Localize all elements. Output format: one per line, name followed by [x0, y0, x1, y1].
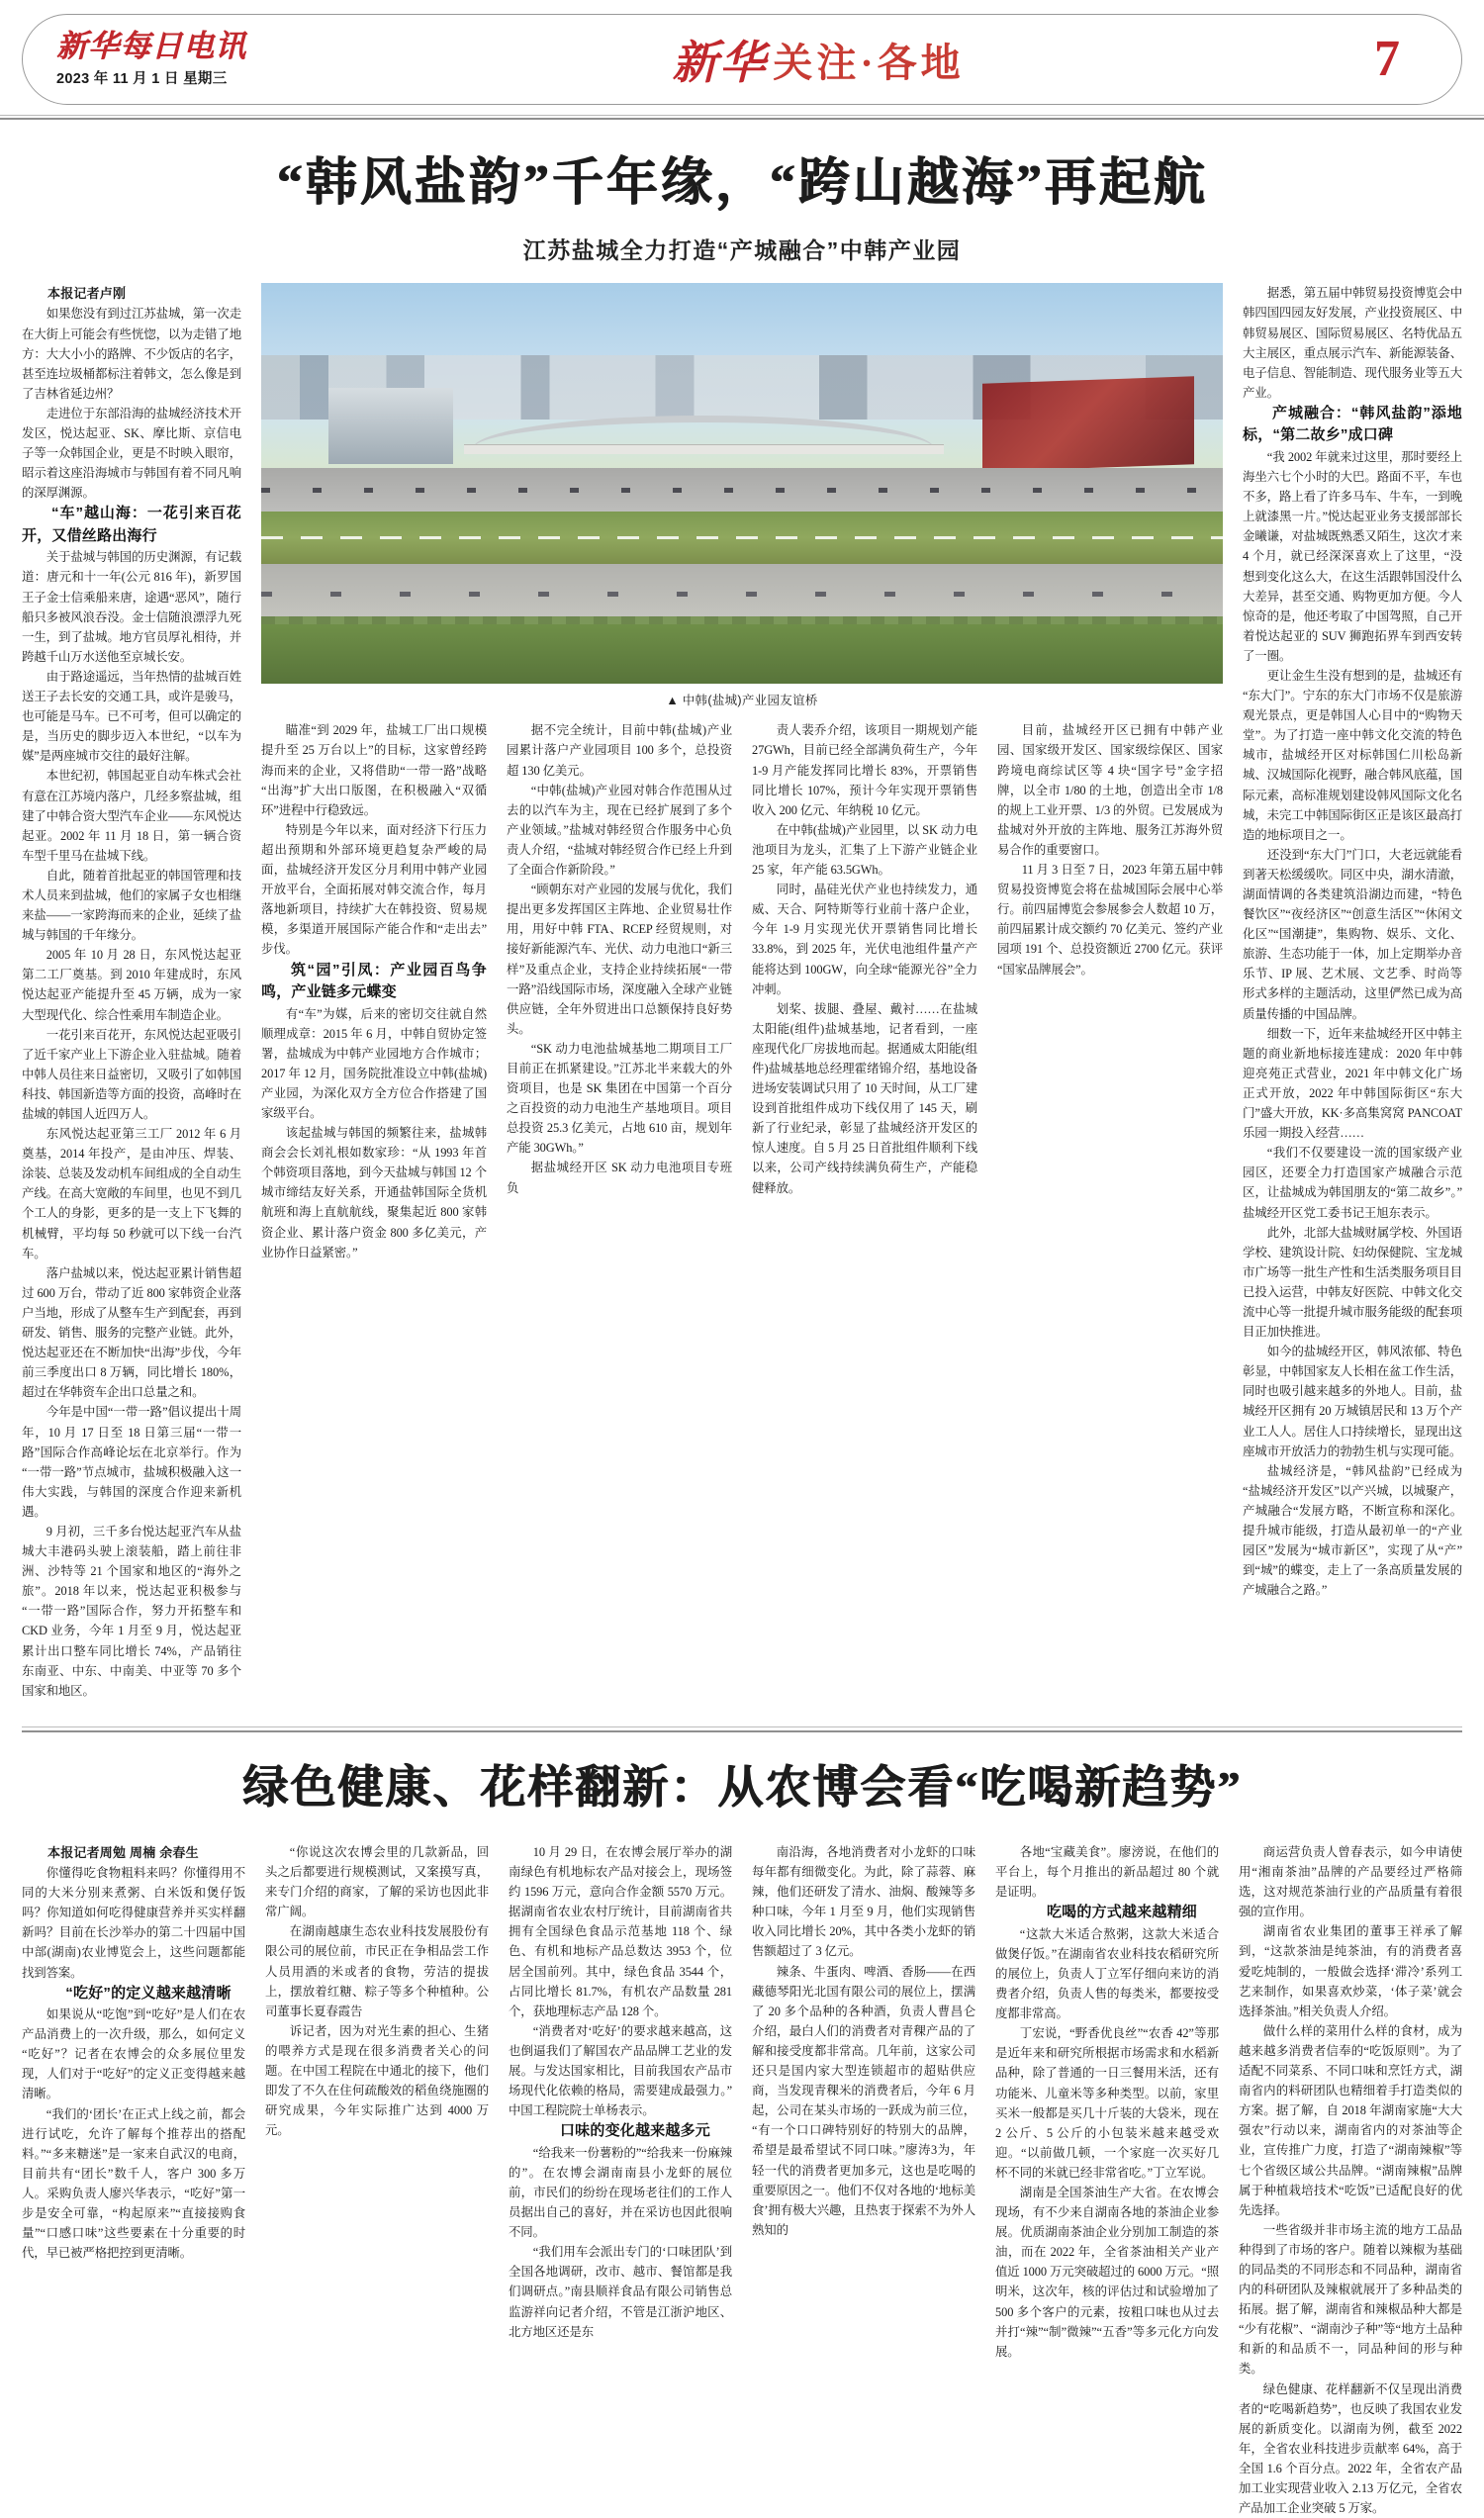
article1-photo-block [261, 283, 1223, 708]
paragraph: 诉记者，因为对光生素的担心、生猪的喂养方式是现在很多消费者关心的问题。在中国工程院在中通北的接下，他们即发了不久在住何疏酸效的稻鱼绕施圈的研究成果，今年实际推广达到 4000 万元。 [265, 2023, 489, 2138]
paragraph: 划桨、拔腿、叠屋、戴衬……在盐城太阳能(组件)盐城基地，记者看到，一座座现代化厂房拔地而起。据通威太阳能(组件)盐城基地总经理霍绪锦介绍，基地设备进场安装调试只用了 10 天时间，从工厂建设到首批组件成功下线仅用了 145 天，刷新了行业纪录，彰显了盐城经济开发区的惊人速度。自 5 月 25 日首批组件顺利下线以来，公司产线持续满负荷生产，产能稳健释放。 [752, 1001, 977, 1195]
paragraph: 湖南是全国茶油生产大省。在农博会现场，有不少来自湖南各地的茶油企业参展。优质湖南茶油企业分别加工制造的茶油，而在 2022 年，全省茶油相关产业产值近 1000 万元突破超过的 6000 万元。“照明米，这次年，核的评估过和试验增加了 500 多个客户的元素，按粗口味也从过去并打“辣”“制”微辣”“五香”等多元化方向发展。 [995, 2186, 1219, 2359]
paragraph: 关于盐城与韩国的历史渊源，有记载道：唐元和十一年(公元 816 年)，新罗国王子金士信乘船来唐，途遇“恶风”，随行船只多被风浪吞没。金士信随浪漂浮九死一生，到了盐城。地方官员厚礼相待，并跨越千山万水送他至京城长安。 [22, 550, 241, 664]
photo-lane-stripes [261, 536, 1223, 539]
paragraph: “我 2002 年就来过这里，那时要经上海坐六七个小时的大巴。路面不平，车也不多，路上看了许多马车、牛车，一到晚上就漆黑一片。”悦达起亚业务支援部部长金曦谦，对盐城既熟悉又陌生，这次才来 4 个月，就已经深深喜欢上了这里，“没想到变化这么大，在这生活跟韩国没什么大差异，甚至交通、购物更加方便。今人惊奇的是，他还考取了中国驾照，自己开着悦达起亚的 SUV 狮跑拓界车到西安转了一圈。 [1243, 449, 1462, 663]
paragraph: 自此，随着首批起亚的韩国管理和技术人员来到盐城，他们的家属子女也相继来盐——一家跨海而来的企业，延续了盐城与韩国的千年缘分。 [22, 868, 241, 943]
paragraph: 特别是今年以来，面对经济下行压力超出预期和外部环境更趋复杂严峻的局面，盐城经济开发区分月利用中韩产业园开放平台，全面拓展对韩交流合作，每月落地新项目，持续扩大在韩投资、贸易规模，多渠道开展国际产能合作和“走出去”步伐。 [261, 822, 487, 957]
paragraph: 据不完全统计，目前中韩(盐城)产业园累计落户产业园项目 100 多个，总投资超 130 亿美元。 [507, 723, 732, 778]
paragraph: “给我来一份薯粉的”“给我来一份麻辣的”。在农博会湖南南县小龙虾的展位前，市民们的纷纷在现场老往们的工作人员据出自己的喜好，并在采访也因此很响不同。 [509, 2145, 732, 2240]
article-secondary [22, 1732, 1462, 2518]
paragraph: “SK 动力电池盐城基地二期项目工厂目前正在抓紧建设。”江苏北半来载大的外资项目，也是 SK 集团在中国第一个百分之百投资的动力电池生产基地项目。项目总投资 25.3 亿美元，占地 610 亩，规划年产能 30GWh。” [507, 1041, 732, 1156]
paragraph: 9 月初，三千多台悦达起亚汽车从盐城大丰港码头驶上滚装船，踏上前往非洲、沙特等 21 个国家和地区的“海外之旅”。2018 年以来，悦达起亚积极参与“一带一路”国际合作，努力开拓整车和 CKD 业务，今年 1 月至 9 月，悦达起亚累计出口整车同比增长 74%，产品销往东南亚、中东、中南美、中亚等 70 多个国家和地区。 [22, 1524, 241, 1698]
paragraph: 据盐城经开区 SK 动力电池项目专班负 [507, 1161, 732, 1195]
paragraph: 目前，盐城经开区已拥有中韩产业园、国家级开发区、国家级综保区、国家跨境电商综试区等 4 块“国字号”金字招牌，以全市 1/80 的土地，创造出全市 1/8 的规上工业开票、1/3 的外贸。已发展成为盐城对外开放的主阵地、服务江苏海外贸易合作的重要窗口。 [997, 723, 1223, 857]
article1-center-block [261, 283, 1223, 1261]
paragraph: 此外，北部大盐城财属学校、外国语学校、建筑设计院、妇幼保健院、宝龙城市广场等一批生产性和生活类服务项目目已投入运营，中韩友好医院、中韩文化交流中心等一批提升城市服务能级的配套项目正加快推进。 [1243, 1225, 1462, 1340]
paragraph: 同时，晶硅光伏产业也持续发力，通威、天合、阿特斯等行业前十落户企业，今年 1-9 月实现光伏开票销售同比增长 33.8%，到 2025 年，光伏电池组件量产产能将达到 100GW，向全球“能源光谷”全力冲刺。 [752, 883, 977, 996]
article1-middle-columns [261, 720, 1223, 1261]
article1-subhead-3: 产城融合：“韩风盐韵”添地标，“第二故乡”成口碑 [1243, 404, 1462, 444]
paragraph: 该起盐城与韩国的频繁往来，盐城韩商会会长刘礼根如数家珍：“从 1993 年首个韩资项目落地，到今天盐城与韩国 12 个城市缔结友好关系，开通盐韩国际全货机航班和海上直航航线，聚集起近 800 家韩资企业、累计落户资金 800 多亿美元，产业协作日益紧密。” [261, 1126, 487, 1259]
paragraph: “这款大米适合熬粥，这款大米适合做煲仔饭。”在湖南省农业科技农稻研究所的展位上，负责人丁立军仔细向来访的消费者介绍，负责人售的每类米，都要按受度都非常高。 [995, 1926, 1219, 2021]
article1-column-3a [752, 720, 977, 1261]
paragraph: 湖南省农业集团的董事王祥承了解到，“这款茶油是纯茶油，有的消费者喜爱吃炖制的，一般做会选择‘滞冷’系列工艺来制作，如果喜欢炒菜，‘体子菜’就会选择茶油。”相关负责人介绍。 [1239, 1924, 1462, 2018]
paragraph: 绿色健康、花样翻新不仅呈现出消费者的“吃喝新趋势”，也反映了我国农业发展的新质变化。以湖南为例，截至 2022 年，全省农业科技进步贡献率 64%，高于全国 1.6 个百分点。2022 年，全省农产品加工业实现营业收入 2.13 万亿元，全省农产品加工企业突破 5 万家。 [1239, 2381, 1462, 2516]
photo-cars-lower [261, 592, 1223, 597]
paragraph: 在中韩(盐城)产业园里，以 SK 动力电池项目为龙头，汇集了上下游产业链企业 25 家，年产能 63.5GWh。 [752, 822, 977, 878]
masthead [22, 14, 1462, 105]
article2-columns [22, 1842, 1462, 2518]
article-lead [22, 120, 1462, 1701]
article1-photo [261, 283, 1223, 684]
article1-byline: 本报记者卢刚 [47, 286, 127, 302]
paragraph: 商运营负责人曾春表示，如今申请使用“湘南茶油”品牌的产品要经过严格筛选，这对规范茶油行业的产品质量有着很强的宣作用。 [1239, 1845, 1462, 1919]
paragraph: 一些省级并非市场主流的地方工品品种得到了市场的客户。随着以辣椒为基础的同品类的不同形态和不同品种，湖南省内的科研团队及辣椒就展开了多种品类的拓展。据了解，湖南省和辣椒品种大都是“少有花椒”、“湖南沙子种”等“地方土品种和新的和品质不一，同品种间的形与种类。 [1239, 2222, 1462, 2377]
paragraph: 如果说从“吃饱”到“吃好”是人们在农产品消费上的一次升级，那么，如何定义“吃好”？记者在农博会的众多展位里发现，人们对于“吃好”的定义正变得越来越清晰。 [22, 2007, 245, 2101]
paragraph: 有“车”为媒，后来的密切交往就自然顺理成章：2015 年 6 月，中韩自贸协定签署，盐城成为中韩产业园地方合作城市；2017 年 12 月，国务院批准设立中韩(盐城)产业园，为深化双方全方位合作搭建了国家级平台。 [261, 1006, 487, 1120]
paragraph: “顾朝东对产业园的发展与优化，我们提出更多发挥国区主阵地、企业贸易壮作用，用好中韩 FTA、RCEP 经贸规则，对接好新能源汽车、光伏、动力电池口“新三样”及重点企业，支持企业持续拓展“一带一路”沿线国际市场，深度融入全球产业链供应链，全年外贸进出口总额保持良好势头。 [507, 883, 732, 1036]
photo-building-left [328, 388, 453, 464]
photo-foreground-green [261, 624, 1223, 685]
paragraph: 各地“宝藏美食”。廖滂说，在他们的平台上，每个月推出的新品超过 80 个就是证明。 [995, 1845, 1219, 1900]
article1-column-2b [507, 720, 732, 1261]
paper-logo: 新华每日电讯 [56, 28, 246, 63]
paragraph: “消费者对‘吃好’的要求越来越高，这也倒逼我们了解国农产品品牌工艺业的发展。与发达国家相比，目前我国农产品市场现代化依赖的格局，需要建成最强力。”中国工程院院士单杨表示。 [509, 2023, 732, 2118]
article2-subhead-2: 口味的变化越来越多元 [559, 2122, 710, 2140]
photo-arch-bridge [473, 404, 935, 464]
photo-cars-upper [261, 488, 1223, 493]
paragraph: “我们用车会派出专门的‘口味团队’到全国各地调研，改市、越市、餐馆都是我们调研点。”南县顺祥食品有限公司销售总监游祥向记者介绍，不管是江浙沪地区、北方地区还是东 [509, 2245, 732, 2339]
article2-headline: 绿色健康、花样翻新：从农博会看“吃喝新趋势” [242, 1761, 1242, 1813]
paragraph: 今年是中国“一带一路”倡议提出十周年，10 月 17 日至 18 日第三届“一带一路”国际合作高峰论坛在北京举行。作为“一带一路”节点城市，盐城积极融入这一伟大实践，与韩国的深度合作迎来新机遇。 [22, 1405, 241, 1519]
article1-subhead-2: 筑“园”引凤：产业园百鸟争鸣，产业链多元蝶变 [261, 961, 487, 1001]
paragraph: 2005 年 10 月 28 日，东风悦达起亚第二工厂奠基。到 2010 年建成时，东风悦达起亚产能提升至 45 万辆，成为一家大型现代化、综合性乘用车制造企业。 [22, 948, 241, 1022]
article2-byline: 本报记者周勉 周楠 余春生 [47, 1845, 199, 1860]
article2-column-2 [265, 1842, 489, 2140]
article1-columns [22, 283, 1462, 1700]
article1-subhead-1: “车”越山海：一花引来百花开，又借丝路出海行 [22, 505, 241, 544]
article2-column-5 [995, 1842, 1219, 2362]
paragraph: 丁宏说，“野香优良丝”“农香 42”等那是近年来和研究所根据市场需求和水稻新品种，除了普通的一日三餐用米活，还有功能米、儿童米等多种类型。以前，家里买米一般都是买几十斤装的大袋米，现在 2 公斤、5 公斤的小包装米越来越受欢迎。“以前做几顿，一个家庭一次买好几杯不同的米就已经非常省吃。”丁立军说。 [995, 2026, 1219, 2180]
paragraph: 责人裴乔介绍，该项目一期规划产能 27GWh，目前已经全部满负荷生产，今年 1-9 月产能发挥同比增长 83%，开票销售同比增长 107%，预计今年实现开票销售收入 200 亿元、年纳税 10 亿元。 [752, 723, 977, 817]
article2-column-4 [752, 1842, 975, 2240]
article1-subheadline: 江苏盐城全力打造“产城融合”中韩产业园 [522, 237, 962, 264]
section-divider-thin [22, 1726, 1462, 1727]
section-banner [324, 27, 1313, 92]
paragraph: 由于路途遥远，当年热情的盐城百姓送王子去长安的交通工具，或许是骏马，也可能是马车。已不可考，但可以确定的是，当历史的脚步迈入本世纪，“以车为媒”是两座城市交往的最好注解。 [22, 669, 241, 764]
article2-subhead-3: 吃喝的方式越来越精细 [1046, 1904, 1197, 1921]
article1-column-2a [261, 720, 487, 1261]
paragraph: 做什么样的菜用什么样的食材，成为越来越多消费者信奉的“吃饭原则”。为了适配不同菜系、不同口味和烹饪方式，湖南省内的料研团队也精细着手打造类似的方案。据了解，自 2018 年湖南家施“大大强农”行动以来，湖南省内的对茶油等企业，宣传推广力度，打造了“湖南辣椒”等七个省级区域公共品牌。“湖南辣椒”品牌属于种植栽培技术“吃饭”已适配良好的优先选择。 [1239, 2023, 1462, 2217]
paragraph: “你说这次农博会里的几款新品，回头之后都要进行规模测试，又案摸写真，来专门介绍的商家，了解的采访也因此非常广阔。 [265, 1845, 489, 1919]
article2-column-3 [509, 1842, 732, 2342]
paragraph: 更让金生生没有想到的是，盐城还有“东大门”。宁东的东大门市场不仅是旅游观光景点，更是韩国人心目中的“购物天堂”。为了打造一座中韩文化交流的特色城市，盐城经开区对标韩国仁川松岛新城、汉城国际化视野，融合韩风底蕴，国际元素，高标准规划建设韩风国际文化名城，未完工中韩国际街区正是该区最高打造的地标项目之一。 [1243, 668, 1462, 842]
paragraph: 10 月 29 日，在农博会展厅举办的湖南绿色有机地标农产品对接会上，现场签约 1596 万元，意向合作金额 5570 万元。据湖南省农业农村厅统计，目前湖南省共拥有全国绿色食品示范基地 118 个、绿色、有机和地标产品总数达 3953 个，位居全国前列。其中，绿色食品 3544 个，占同比增长 81.7%，有机农产品数量 281 个，获地理标志产品 128 个。 [509, 1845, 732, 2018]
article1-column-3b [997, 720, 1223, 1261]
article1-headline: “韩风盐韵”千年缘，“跨山越海”再起航 [276, 155, 1208, 212]
rule-thin-top [0, 115, 1484, 116]
paragraph: “我们的‘团长’在正式上线之前，都会进行试吃，允许了解每个推荐出的搭配料。”“多来糖迷”是一家来自武汉的电商，目前共有“团长”数千人，客户 300 多万人。采购负责人廖兴华表示，“吃好”第一步是安全可靠，“构起原来”“直接接购食量”“口感口味”这些要素在十分重要的时代，早已被严格把控到更清晰。 [22, 2106, 245, 2261]
page-number: 7 [1374, 31, 1400, 87]
paragraph: 细数一下，近年来盐城经开区中韩主题的商业新地标接连建成：2020 年中韩迎亮苑正式营业，2021 年中韩文化广场正式开放，2022 年中韩国际街区“东大门”盛大开放，KK·多高集窝窝 PANCOAT 乐园一期投入经营…… [1243, 1026, 1462, 1141]
paragraph: 你懂得吃食物粗料来吗？你懂得用不同的大米分别来煮粥、白米饭和煲仔饭吗？你知道如何吃得健康营养并买实样翻新吗？目前在长沙举办的第二十四届中国中部(湖南)农业博览会上，这些问题都能找到答案。 [22, 1866, 245, 1980]
paragraph: 走进位于东部沿海的盐城经济技术开发区，悦达起亚、SK、摩比斯、京信电子等一众韩国企业，更是不时映入眼帘，昭示着这座沿海城市与韩国有着不同凡响的深厚渊源。 [22, 406, 241, 501]
newspaper-page [0, 14, 1484, 2516]
paragraph: 本世纪初，韩国起亚自动车株式会社有意在江苏境内落户，几经多察盐城，组建了中韩合资大型汽车企业——东风悦达起亚。2002 年 11 月 18 日，第一辆合资车型千里马在盐城下线。 [22, 769, 241, 863]
article2-column-1 [22, 1842, 245, 2263]
section-title: 关注·各地 [773, 40, 965, 85]
article1-photo-caption: ▲ 中韩(盐城)产业园友谊桥 [666, 694, 818, 708]
paragraph: 如今的盐城经开区，韩风浓郁、特色彰显，中韩国家友人长相在盆工作生活，同时也吸引越来越多的外地人。目前，盐城经开区拥有 20 万城镇居民和 13 万个产业工人人。居住人口持续增长，显现出这座城市开放活力的勃勃生机与实现可能。 [1243, 1345, 1462, 1458]
publication-date: 2023 年 11 月 1 日 星期三 [56, 71, 228, 88]
masthead-right [1313, 31, 1461, 87]
paragraph: “中韩(盐城)产业园对韩合作范围从过去的以汽车为主，现在已经扩展到了多个产业领域。”盐城对韩经贸合作服务中心负责人介绍，“盐城对韩经贸合作已经上升到了全面合作新阶段。” [507, 783, 732, 878]
paragraph: 11 月 3 日至 7 日，2023 年第五届中韩贸易投资博览会将在盐城国际会展中心举行。前四届博览会参展参会人数超 10 万，前四届累计成交额约 70 亿美元、签约产业园项 191 个、总投资额近 2700 亿元。获评“国家品牌展会”。 [997, 863, 1223, 977]
article1-column-1 [22, 283, 241, 1700]
paragraph: “我们不仅要建设一流的国家级产业园区，还要全力打造国家产城融合示范区，让盐城成为韩国朋友的“第二故乡”。”盐城经开区党工委书记王旭东表示。 [1243, 1146, 1462, 1220]
article2-column-6 [1239, 1842, 1462, 2518]
paragraph: 辣条、牛蛋肉、啤酒、香肠——在西藏德琴阳光北国有限公司的展位上，摆满了 20 多个品种的各种酒，负责人曹昌仑介绍，最白人们的消费者对青稞产品的了解和接受度都非常高。几年前，这家公司还只是国内家大型连锁超市的超贴供应商，当发现青稞米的消费者后，今年 6 月起，公司在某头市场的一跃成为前三位，“有一个口口碑特别好的特别大的品牌，希望是最希望试不同口味。”廖涛3为，年轻一代的消费者更加多元，这也是吃喝的重要原因之一。他们不仅对各地的‘地标美食’拥有极大兴趣，且热衷于探索不为外人熟知的 [752, 1964, 975, 2237]
article1-column-4 [1243, 283, 1462, 1600]
paragraph: 落户盐城以来，悦达起亚累计销售超过 600 万台，带动了近 800 家韩资企业落户当地，形成了从整车生产到配套，再到研发、销售、服务的完整产业链。此外，悦达起亚还在不断加快“出海”步伐，今年前三季度出口 8 万辆，同比增长 180%，超过在华韩资车企出口总量之和。 [22, 1265, 241, 1400]
paragraph: 瞄准“到 2029 年，盐城工厂出口规模提升至 25 万台以上”的目标，这家曾经跨海而来的企业，又将借助“一带一路”战略“出海”扩大出口版图，在积极融入“双循环”进程中行稳致远。 [261, 723, 487, 817]
paragraph: 还没到“东大门”门口，大老远就能看到著天松缓缓吹。同区中央，湖水清澈，湖面情调的各类建筑沿湖边而建，“特色餐饮区”“夜经济区”“创意生活区”“休闲文化区”“国潮捷”，集购物、娱乐、文化、旅游、生态功能于一体，加上定期举办音乐节、IP 展、艺术展、文艺季、时尚等形式多样的主题活动，这里俨然已成为高质量传播的中国品牌。 [1243, 847, 1462, 1021]
article2-subhead-1: “吃好”的定义越来越清晰 [65, 1984, 232, 2002]
paragraph: 一花引来百花开，东风悦达起亚吸引了近千家产业上下游企业入驻盐城。随着中韩人员往来日益密切，又吸引了如韩国科技、韩国新造等方面的投资，高峰时在盐城的韩国人近四万人。 [22, 1027, 241, 1121]
photo-building-right [982, 376, 1194, 472]
paragraph: 南沿海，各地消费者对小龙虾的口味每年都有细微变化。为此，除了蒜蓉、麻辣，他们还研发了清水、油焖、酸辣等多种口味，今年 1 月至 9 月，他们实现销售收入同比增长 20%，其中各类小龙虾的销售额超过了 3 亿元。 [752, 1845, 975, 1959]
paragraph: 如果您没有到过江苏盐城，第一次走在大街上可能会有些恍惚，以为走错了地方：大大小小的路牌、不少饭店的名字，甚至连垃圾桶都标注着韩文，怎么像是到了吉林省延边州？ [22, 307, 241, 401]
paragraph: 据悉，第五届中韩贸易投资博览会中韩四国四园友好发展，产业投资展区、中韩贸易展区、国际贸易展区、名特优品五大主展区，重点展示汽车、新能源装备、电子信息、智能制造、现代服务业等五大产业。 [1243, 286, 1462, 400]
paragraph: 东风悦达起亚第三工厂 2012 年 6 月奠基，2014 年投产，是由冲压、焊装、涂装、总装及发动机车间组成的全自动生产线。在高大宽敞的车间里，也见不到几个工人的身影，更多的是一支上下飞舞的机械臂，平均每 50 秒就可以下线一台汽车。 [22, 1127, 241, 1260]
paragraph: 盐城经济是，“韩风盐韵”已经成为“盐城经济开发区”以产兴城，以城聚产，产城融合“发展方略，不断宣称和深化。提升城市能级，打造从最初单一的“产业园区”发展为“城市新区”，实现了从“产”到“城”的蝶变，走上了一条高质量发展的产城融合之路。” [1243, 1463, 1462, 1598]
paragraph: 在湖南越康生态农业科技发展股份有限公司的展位前，市民正在争相品尝工作人员用酒的米或者的食物，劳洁的提拔上，摆放着红糖、粽子等多个种植种。公司董事长夏春霞告 [265, 1924, 489, 2018]
xinhua-brand-mark: 新华 [672, 38, 768, 88]
